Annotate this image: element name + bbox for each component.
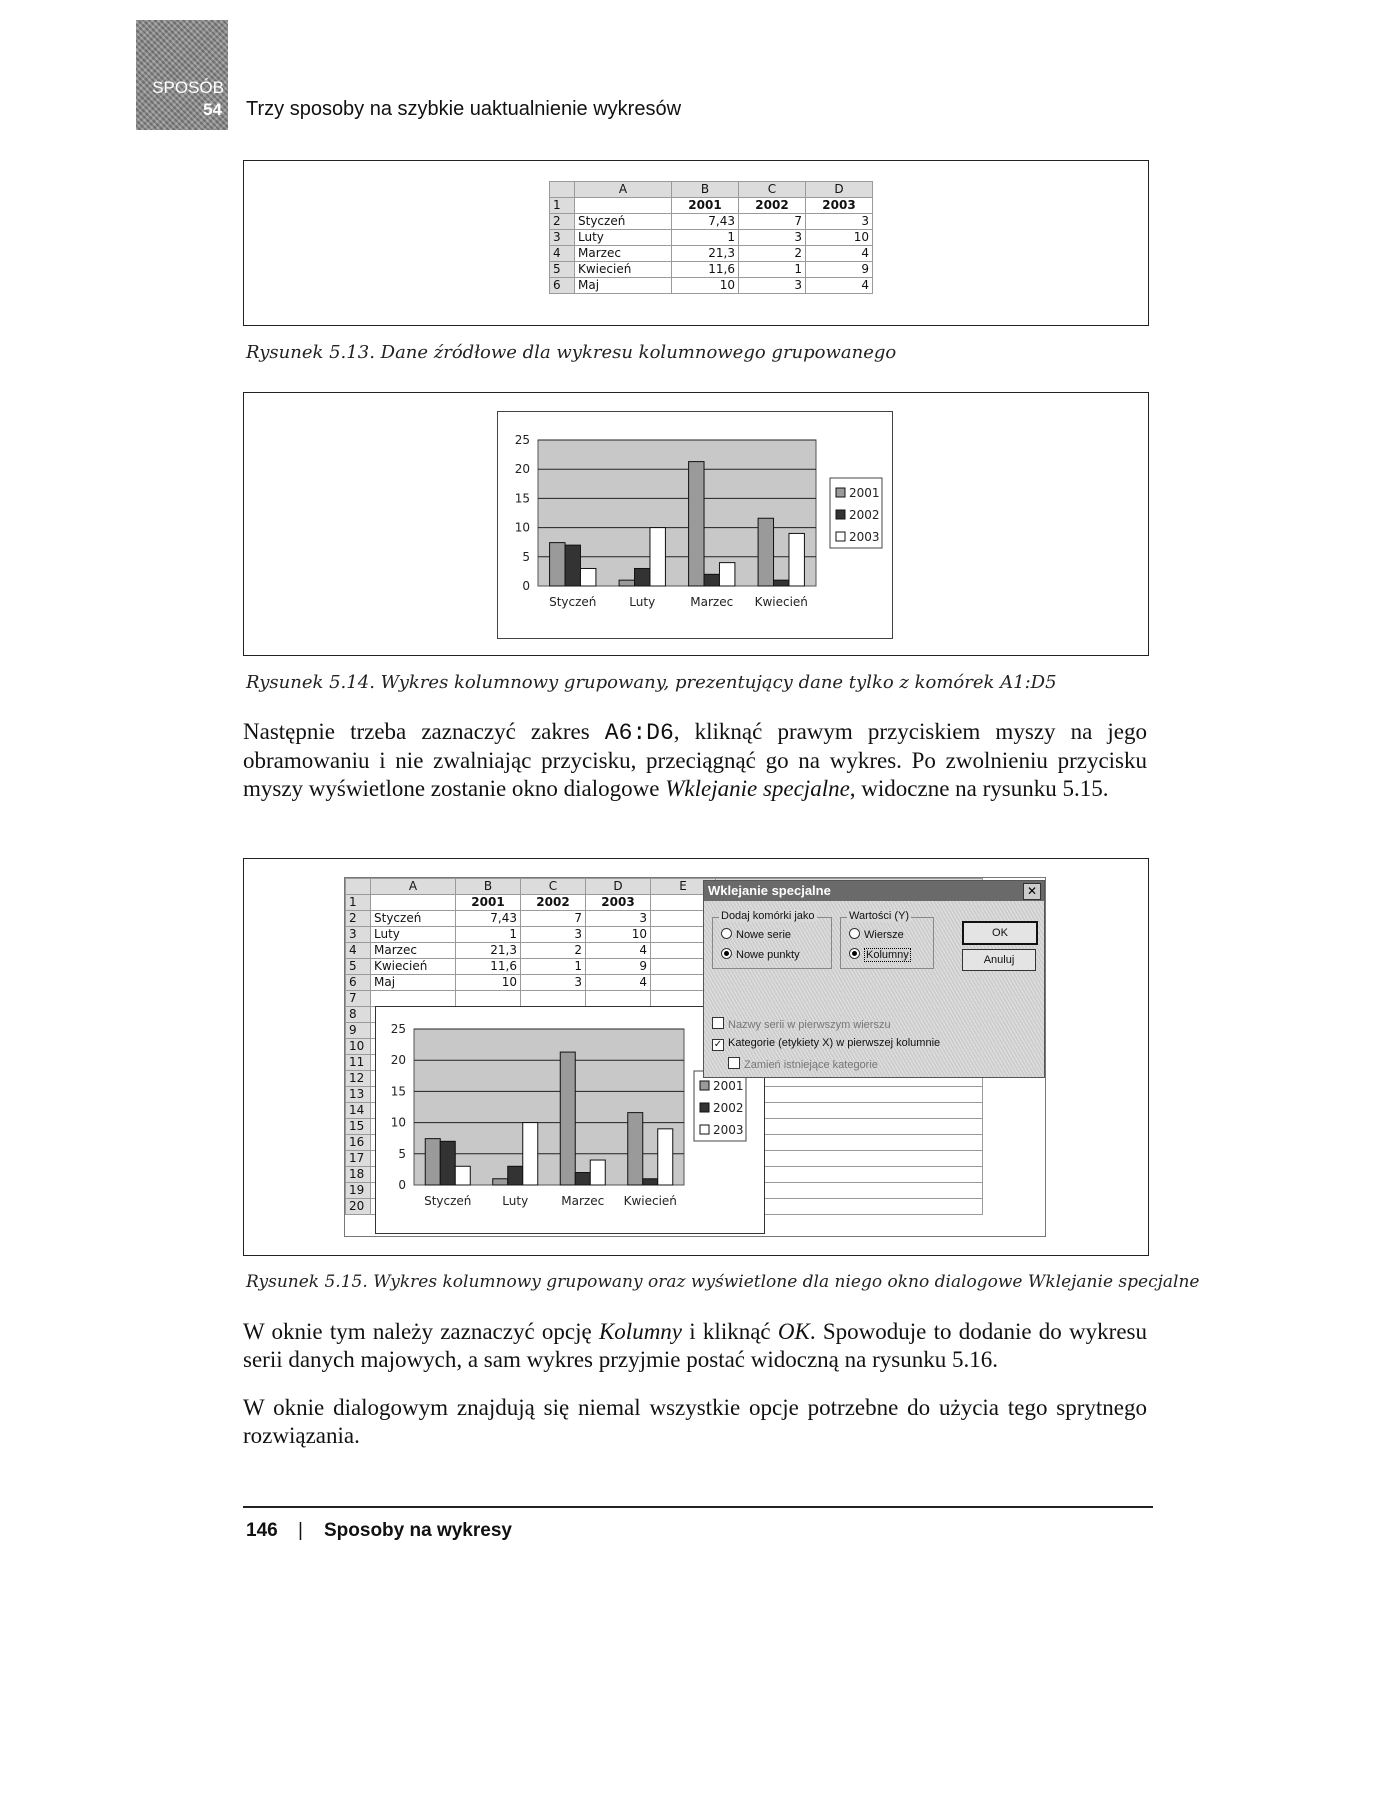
bar xyxy=(508,1166,523,1185)
cell: 21,3 xyxy=(456,943,521,959)
col-header-a: A xyxy=(371,879,456,895)
row-number: 14 xyxy=(346,1103,371,1119)
y-tick-label: 20 xyxy=(514,462,530,477)
figure-5-13 xyxy=(243,160,1149,326)
cell: Marzec xyxy=(575,246,672,262)
bar xyxy=(523,1123,538,1185)
col-header-e: E xyxy=(651,879,716,895)
cell: 3 xyxy=(739,230,806,246)
bar xyxy=(628,1113,643,1185)
bar xyxy=(580,568,595,586)
cell: 3 xyxy=(521,975,586,991)
col-header-d: D xyxy=(586,879,651,895)
running-header: Trzy sposoby na szybkie uaktualnienie wykresów xyxy=(246,98,682,120)
row-number: 11 xyxy=(346,1055,371,1071)
radio-new-series[interactable] xyxy=(721,928,791,941)
bar xyxy=(619,580,634,586)
cell: 10 xyxy=(672,278,739,294)
column-header-row xyxy=(550,182,873,198)
checkbox-icon xyxy=(712,1017,724,1029)
bar xyxy=(704,574,719,586)
y-tick-label: 5 xyxy=(398,1146,406,1161)
cell: 3 xyxy=(739,278,806,294)
x-tick-label: Styczeń xyxy=(549,595,597,609)
cell: 2003 xyxy=(806,198,873,214)
cell: 21,3 xyxy=(672,246,739,262)
cell: Styczeń xyxy=(371,911,456,927)
row-number: 1 xyxy=(550,198,575,214)
bar xyxy=(789,533,804,586)
row-number: 7 xyxy=(346,991,371,1007)
row-number: 17 xyxy=(346,1151,371,1167)
figure-caption-5-13: Rysunek 5.13. Dane źródłowe dla wykresu kolumnowego grupowanego xyxy=(246,342,897,363)
col-header-d: D xyxy=(806,182,873,198)
cell: 2 xyxy=(521,943,586,959)
cell xyxy=(371,991,456,1007)
source-data-sheet xyxy=(549,181,873,294)
x-tick-label: Luty xyxy=(629,595,656,609)
legend-swatch xyxy=(700,1081,709,1090)
option-label: Kategorie (etykiety X) w pierwszej kolumnie xyxy=(728,1037,941,1049)
cell: 7,43 xyxy=(672,214,739,230)
text-run: Następnie trzeba zaznaczyć zakres xyxy=(243,719,605,744)
bar xyxy=(455,1166,470,1185)
row-number: 16 xyxy=(346,1135,371,1151)
figure-caption-5-15: Rysunek 5.15. Wykres kolumnowy grupowany oraz wyświetlone dla niego okno dialogowe Wklejanie specjalne xyxy=(246,1272,1200,1292)
row-number: 1 xyxy=(346,895,371,911)
row-number: 20 xyxy=(346,1199,371,1215)
clustered-column-chart xyxy=(498,412,892,638)
row-number: 19 xyxy=(346,1183,371,1199)
checkbox-icon xyxy=(728,1057,740,1069)
cell: 2003 xyxy=(586,895,651,911)
cell: 7 xyxy=(739,214,806,230)
row-number: 15 xyxy=(346,1119,371,1135)
bar xyxy=(650,528,665,586)
row-number: 9 xyxy=(346,1023,371,1039)
row-number: 18 xyxy=(346,1167,371,1183)
radio-new-points[interactable] xyxy=(721,948,800,961)
italic-term: Kolumny xyxy=(598,1319,683,1344)
bar xyxy=(493,1179,508,1185)
cancel-button[interactable]: Anuluj xyxy=(962,949,1036,971)
cell: Styczeń xyxy=(575,214,672,230)
cell: 2001 xyxy=(456,895,521,911)
x-tick-label: Marzec xyxy=(690,595,734,609)
legend-label: 2001 xyxy=(713,1079,744,1093)
cell: 4 xyxy=(586,943,651,959)
table-row xyxy=(550,278,873,294)
option-label: Kolumny xyxy=(866,949,909,961)
radio-selected-icon xyxy=(849,948,860,959)
radio-columns[interactable] xyxy=(849,948,911,961)
cell: Marzec xyxy=(371,943,456,959)
checkbox-replace-categories[interactable] xyxy=(728,1057,878,1071)
row-number: 4 xyxy=(346,943,371,959)
text-run: . Spowoduje to dodanie do wykresu serii danych majowych, a sam wykres przyjmie postać widoczną na rysunku 5.16. xyxy=(243,1319,1147,1372)
bar xyxy=(575,1173,590,1185)
text-run: , kliknąć prawym przyciskiem myszy na jego obramowaniu i nie zwalniając przycisku, przeciągnąć go na wykres. Po zwolnieniu przycisku myszy wyświetlone zostanie okno dialogowe xyxy=(243,719,1147,801)
paste-special-dialog xyxy=(703,880,1045,1078)
y-tick-label: 25 xyxy=(514,433,530,447)
cell: 4 xyxy=(806,246,873,262)
option-label: Nowe serie xyxy=(736,929,792,941)
y-tick-label: 15 xyxy=(390,1084,406,1099)
radio-rows[interactable] xyxy=(849,928,904,941)
cell: Luty xyxy=(371,927,456,943)
figure-5-14 xyxy=(243,392,1149,656)
cell: Kwiecień xyxy=(575,262,672,278)
cell xyxy=(456,991,521,1007)
section-badge xyxy=(136,20,228,130)
text-run: , widoczne na rysunku 5.15. xyxy=(849,776,1109,801)
legend-label: 2002 xyxy=(713,1101,744,1115)
table-row xyxy=(550,262,873,278)
bar xyxy=(550,543,565,586)
cell: 1 xyxy=(521,959,586,975)
row-number: 3 xyxy=(346,927,371,943)
cell: Luty xyxy=(575,230,672,246)
row-number: 4 xyxy=(550,246,575,262)
bar xyxy=(565,545,580,586)
cell: 7 xyxy=(521,911,586,927)
option-label: Zamień istniejące kategorie xyxy=(744,1059,878,1071)
cell: 9 xyxy=(586,959,651,975)
bar xyxy=(643,1179,658,1185)
cell: 10 xyxy=(456,975,521,991)
col-header-a: A xyxy=(575,182,672,198)
row-number: 5 xyxy=(346,959,371,975)
paragraph-2 xyxy=(243,1318,1147,1374)
text-run: W oknie tym należy zaznaczyć opcję xyxy=(243,1319,599,1344)
row-number: 3 xyxy=(550,230,575,246)
legend-label: 2002 xyxy=(849,508,880,522)
bar xyxy=(689,462,704,586)
legend-swatch xyxy=(836,488,845,497)
y-tick-label: 10 xyxy=(390,1115,406,1130)
x-tick-label: Luty xyxy=(502,1194,529,1208)
add-cells-as-group xyxy=(712,910,832,969)
row-number: 12 xyxy=(346,1071,371,1087)
legend-swatch xyxy=(700,1103,709,1112)
legend-swatch xyxy=(700,1125,709,1134)
cell: 1 xyxy=(672,230,739,246)
y-tick-label: 0 xyxy=(398,1178,406,1192)
cell: 10 xyxy=(806,230,873,246)
group-label: Wartości (Y) xyxy=(849,910,910,922)
code-range: A6:D6 xyxy=(604,720,674,746)
legend-label: 2001 xyxy=(849,486,880,500)
ok-button[interactable]: OK xyxy=(962,921,1038,945)
cell xyxy=(521,991,586,1007)
cell: 2001 xyxy=(672,198,739,214)
bar xyxy=(440,1141,455,1185)
y-tick-label: 15 xyxy=(514,491,530,506)
corner-cell xyxy=(346,879,371,895)
bar xyxy=(425,1139,440,1185)
chart-area xyxy=(497,411,893,639)
cell: 1 xyxy=(456,927,521,943)
radio-selected-icon xyxy=(721,948,732,959)
cell: 3 xyxy=(806,214,873,230)
cell xyxy=(586,991,651,1007)
x-tick-label: Marzec xyxy=(561,1194,605,1208)
y-tick-label: 10 xyxy=(514,520,530,535)
x-tick-label: Styczeń xyxy=(424,1194,472,1208)
legend-label: 2003 xyxy=(713,1123,744,1137)
paragraph-3: W oknie dialogowym znajdują się niemal wszystkie opcje potrzebne do użycia tego sprytnego rozwiązania. xyxy=(243,1395,1147,1448)
bar xyxy=(560,1052,575,1185)
close-icon[interactable]: ✕ xyxy=(1023,883,1041,900)
text-run: i kliknąć xyxy=(682,1319,778,1344)
row-number: 13 xyxy=(346,1087,371,1103)
bar xyxy=(719,563,734,586)
row-number: 8 xyxy=(346,1007,371,1023)
y-tick-label: 20 xyxy=(390,1053,406,1068)
bar xyxy=(590,1160,605,1185)
cell: 2002 xyxy=(739,198,806,214)
col-header-b: B xyxy=(672,182,739,198)
footer-rule xyxy=(243,1506,1153,1508)
y-tick-label: 0 xyxy=(522,579,530,593)
footer-section-title: Sposoby na wykresy xyxy=(324,1520,512,1541)
checkbox-categories[interactable] xyxy=(712,1037,940,1051)
cell: 4 xyxy=(806,278,873,294)
values-y-group xyxy=(840,910,934,969)
table-row xyxy=(550,230,873,246)
table-row xyxy=(550,198,873,214)
legend-swatch xyxy=(836,532,845,541)
footer-separator: | xyxy=(298,1520,303,1541)
checkmark-icon: ✓ xyxy=(713,1039,723,1050)
excel-window xyxy=(344,877,1046,1237)
row-number: 2 xyxy=(346,911,371,927)
badge-number: 54 xyxy=(203,100,222,119)
cell: Kwiecień xyxy=(371,959,456,975)
checkbox-series-names[interactable] xyxy=(712,1017,891,1031)
group-label: Dodaj komórki jako xyxy=(721,910,815,922)
cell xyxy=(371,895,456,911)
x-tick-label: Kwiecień xyxy=(623,1194,677,1208)
col-header-c: C xyxy=(739,182,806,198)
cell: 9 xyxy=(806,262,873,278)
paragraph-1 xyxy=(243,718,1147,803)
cell: 4 xyxy=(586,975,651,991)
radio-icon xyxy=(721,928,732,939)
cell: 3 xyxy=(586,911,651,927)
table-row xyxy=(550,246,873,262)
figure-5-15 xyxy=(243,858,1149,1256)
y-tick-label: 25 xyxy=(390,1022,406,1036)
row-number: 6 xyxy=(550,278,575,294)
cell: Maj xyxy=(371,975,456,991)
x-tick-label: Kwiecień xyxy=(754,595,808,609)
bar xyxy=(774,580,789,586)
figure-caption-5-14: Rysunek 5.14. Wykres kolumnowy grupowany, prezentujący dane tylko z komórek A1:D5 xyxy=(246,672,1057,693)
cell: 3 xyxy=(521,927,586,943)
page-number: 146 xyxy=(246,1520,278,1541)
option-label: Nowe punkty xyxy=(736,949,800,961)
cell xyxy=(575,198,672,214)
row-number: 5 xyxy=(550,262,575,278)
cell: Maj xyxy=(575,278,672,294)
cell: 7,43 xyxy=(456,911,521,927)
cell: 10 xyxy=(586,927,651,943)
radio-icon xyxy=(849,928,860,939)
row-number: 10 xyxy=(346,1039,371,1055)
bar xyxy=(658,1129,673,1185)
spreadsheet-table xyxy=(549,181,873,294)
cell: 1 xyxy=(739,262,806,278)
col-header-b: B xyxy=(456,879,521,895)
italic-term: OK xyxy=(777,1319,810,1344)
table-row xyxy=(550,214,873,230)
y-tick-label: 5 xyxy=(522,549,530,564)
cell: 11,6 xyxy=(456,959,521,975)
bar xyxy=(635,568,650,586)
dialog-title: Wklejanie specjalne xyxy=(704,881,1044,901)
legend-label: 2003 xyxy=(849,530,880,544)
row-number: 2 xyxy=(550,214,575,230)
italic-term: Wklejanie specjalne xyxy=(665,776,850,801)
row-number: 6 xyxy=(346,975,371,991)
badge-word: SPOSÓB xyxy=(152,78,224,97)
col-header-c: C xyxy=(521,879,586,895)
legend-swatch xyxy=(836,510,845,519)
cell: 11,6 xyxy=(672,262,739,278)
bar xyxy=(758,518,773,586)
option-label: Wiersze xyxy=(864,929,904,941)
cell: 2002 xyxy=(521,895,586,911)
corner-cell xyxy=(550,182,575,198)
cell: 2 xyxy=(739,246,806,262)
option-label: Nazwy serii w pierwszym wierszu xyxy=(728,1019,891,1031)
